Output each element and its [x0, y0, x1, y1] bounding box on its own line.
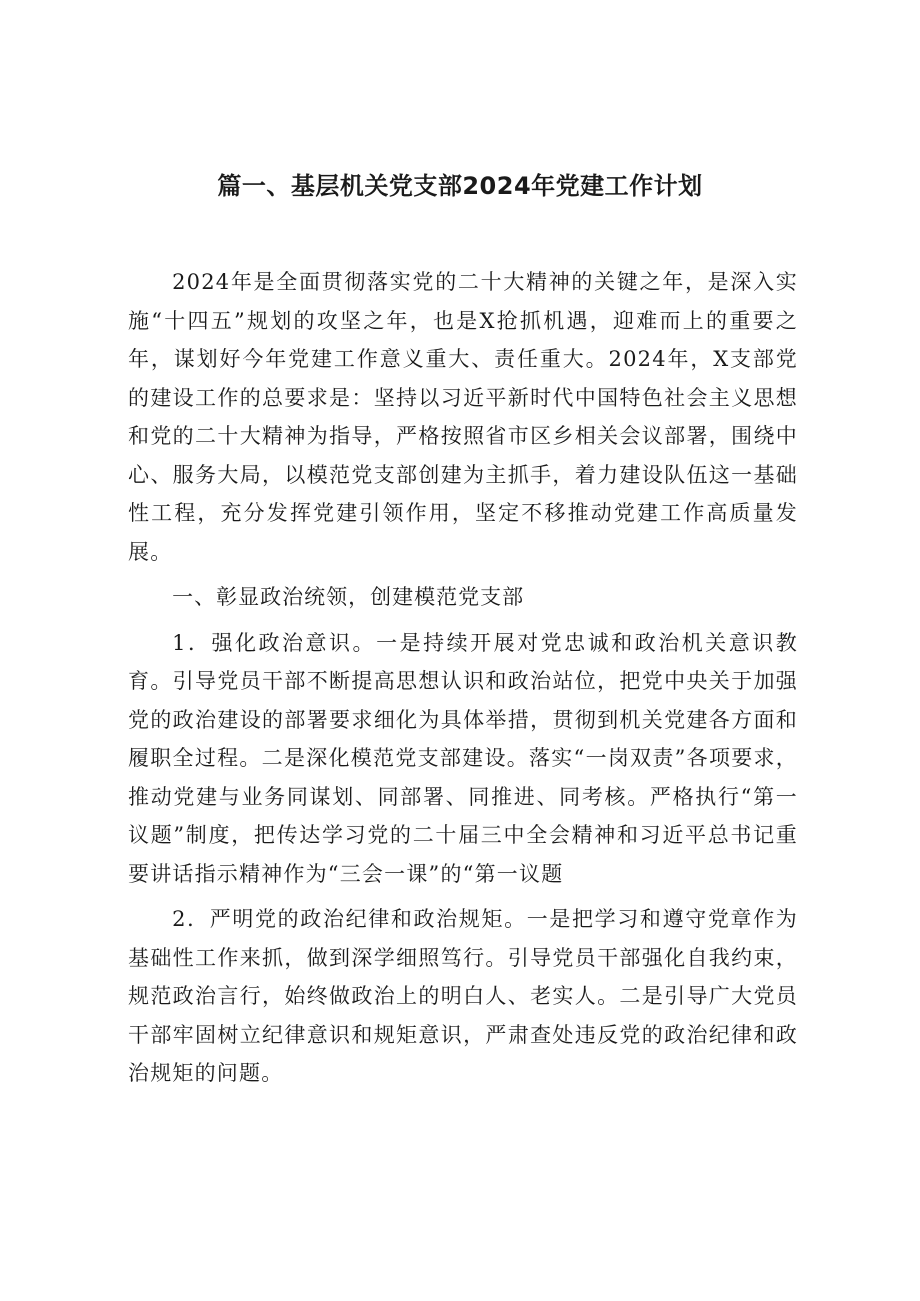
document-body [128, 263, 798, 1093]
document-title: 篇一、基层机关党支部2024年党建工作计划 [217, 172, 703, 200]
item-paragraph-2: 2．严明党的政治纪律和政治规矩。一是把学习和遵守党章作为基础性工作来抓，做到深学细照笃行。引导党员干部强化自我约束，规范政治言行，始终做政治上的明白人、老实人。二是引导广大党员干部牢固树立纪律意识和规矩意识，严肃查处违反党的政治纪律和政治规矩的问题。 [128, 907, 798, 1085]
spacer [128, 893, 798, 900]
item-paragraph-1: 1．强化政治意识。一是持续开展对党忠诚和政治机关意识教育。引导党员干部不断提高思想认识和政治站位，把党中央关于加强党的政治建设的部署要求细化为具体举措，贯彻到机关党建各方面和履职全过程。二是深化模范党支部建设。落实“一岗双责”各项要求，推动党建与业务同谋划、同部署、同推进、同考核。严格执行“第一议题”制度，把传达学习党的二十届三中全会精神和习近平总书记重要讲话指示精神作为“三会一课”的“第一议题 [128, 630, 798, 886]
spacer [128, 617, 798, 624]
section-heading: 一、彰显政治统领，创建模范党支部 [172, 585, 525, 609]
intro-paragraph: 2024年是全面贯彻落实党的二十大精神的关键之年，是深入实施“十四五”规划的攻坚之年，也是X抢抓机遇，迎难而上的重要之年，谋划好今年党建工作意义重大、责任重大。2024年，X支部党的建设工作的总要求是：坚持以习近平新时代中国特色社会主义思想和党的二十大精神为指导，严格按照省市区乡相关会议部署，围绕中心、服务大局，以模范党支部创建为主抓手，着力建设队伍这一基础性工程，充分发挥党建引领作用，坚定不移推动党建工作高质量发展。 [128, 270, 798, 564]
spacer [128, 571, 798, 578]
